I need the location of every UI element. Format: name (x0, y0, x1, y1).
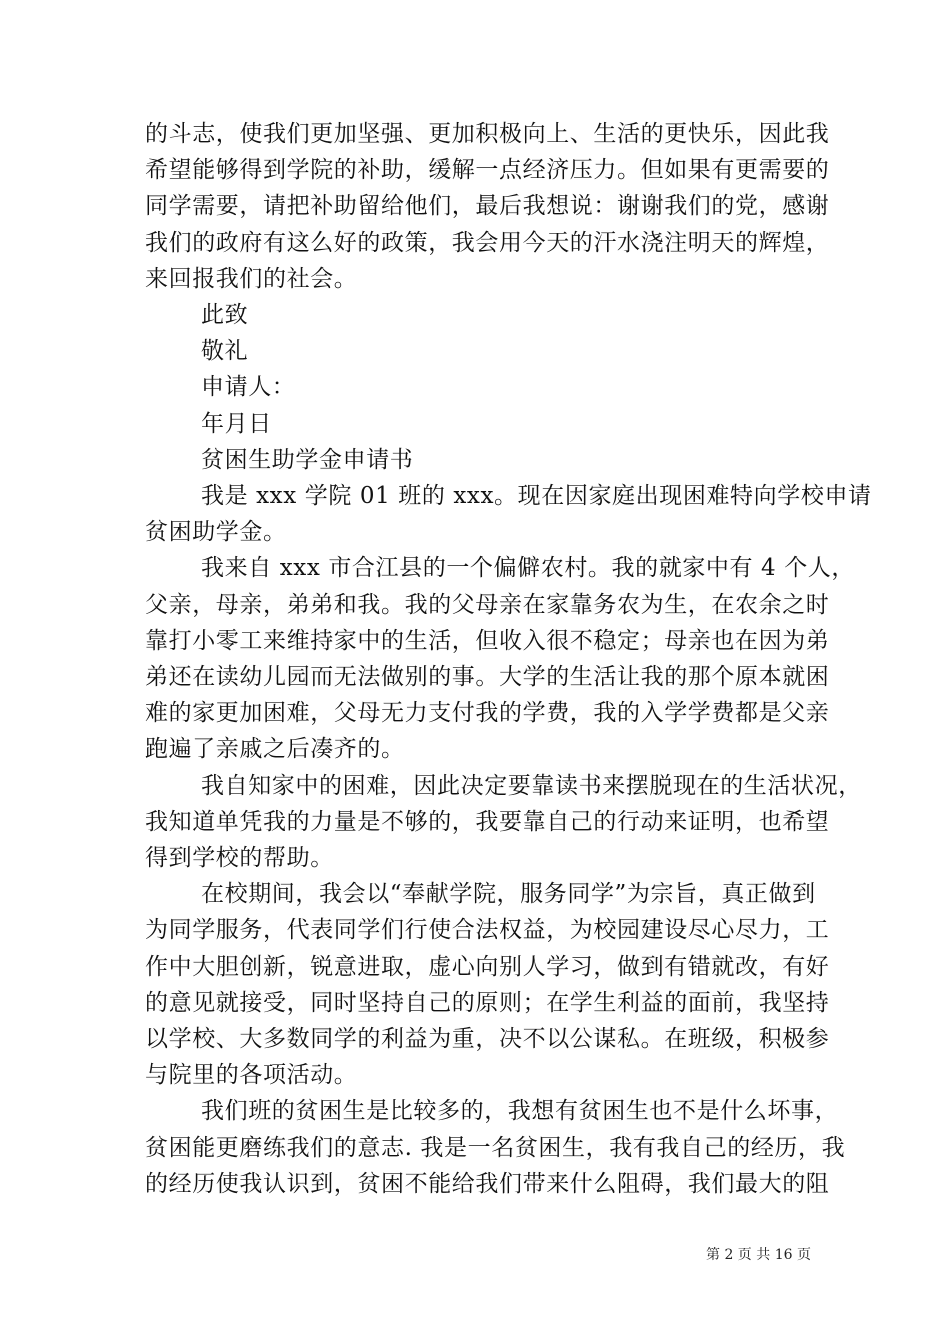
closing-salutation: 此致 (201, 302, 249, 329)
text-line: 父亲，母亲，弟弟和我。我的父母亲在家靠务农为生，在农余之时 (145, 591, 830, 618)
text-line: 我是 xxx 学院 01 班的 xxx。现在因家庭出现困难特向学校申请 (201, 483, 872, 510)
text-line: 在校期间，我会以“奉献学院，服务同学”为宗旨，真正做到 (201, 881, 816, 908)
text-line: 来回报我们的社会。 (145, 265, 358, 292)
text-line: 跑遍了亲戚之后凑齐的。 (145, 736, 405, 763)
document-body (145, 116, 872, 1202)
text-line: 的意见就接受，同时坚持自己的原则；在学生利益的面前，我坚持 (145, 989, 830, 1016)
text-line: 我自知家中的困难，因此决定要靠读书来摆脱现在的生活状况， (201, 772, 862, 799)
text-line: 作中大胆创新，锐意进取，虚心向别人学习，做到有错就改，有好 (145, 953, 830, 980)
text-line: 我来自 xxx 市合江县的一个偏僻农村。我的就家中有 4 个人， (201, 555, 855, 582)
text-line: 与院里的各项活动。 (145, 1062, 358, 1089)
date-label: 年月日 (201, 410, 272, 437)
page-number-footer: 第 2 页 共 16 页 (706, 1247, 811, 1263)
text-line: 靠打小零工来维持家中的生活，但收入很不稳定；母亲也在因为弟 (145, 627, 830, 654)
closing-regards: 敬礼 (201, 338, 249, 365)
section-title: 贫困生助学金申请书 (201, 446, 414, 473)
text-line: 以学校、大多数同学的利益为重，决不以公谋私。在班级，积极参 (145, 1026, 830, 1053)
text-line: 希望能够得到学院的补助，缓解一点经济压力。但如果有更需要的 (145, 157, 830, 184)
text-line: 的经历使我认识到，贫困不能给我们带来什么阻碍，我们最大的阻 (145, 1170, 830, 1197)
text-line: 的斗志，使我们更加坚强、更加积极向上、生活的更快乐，因此我 (145, 121, 830, 147)
text-line: 贫困能更磨练我们的意志. 我是一名贫困生，我有我自己的经历，我 (145, 1134, 846, 1161)
applicant-label: 申请人： (201, 374, 296, 401)
text-line: 我们的政府有这么好的政策，我会用今天的汗水浇注明天的辉煌， (145, 229, 830, 256)
text-line: 我知道单凭我的力量是不够的，我要靠自己的行动来证明，也希望 (145, 808, 830, 835)
text-line: 得到学校的帮助。 (145, 845, 334, 872)
text-line: 同学需要，请把补助留给他们，最后我想说：谢谢我们的党，感谢 (145, 193, 830, 220)
text-line: 弟还在读幼儿园而无法做别的事。大学的生活让我的那个原本就困 (145, 664, 830, 691)
text-line: 为同学服务，代表同学们行使合法权益，为校园建设尽心尽力，工 (145, 917, 830, 944)
text-line: 贫困助学金。 (145, 519, 287, 546)
text-line: 难的家更加困难，父母无力支付我的学费，我的入学学费都是父亲 (145, 700, 830, 727)
text-line: 我们班的贫困生是比较多的，我想有贫困生也不是什么坏事， (201, 1098, 839, 1125)
